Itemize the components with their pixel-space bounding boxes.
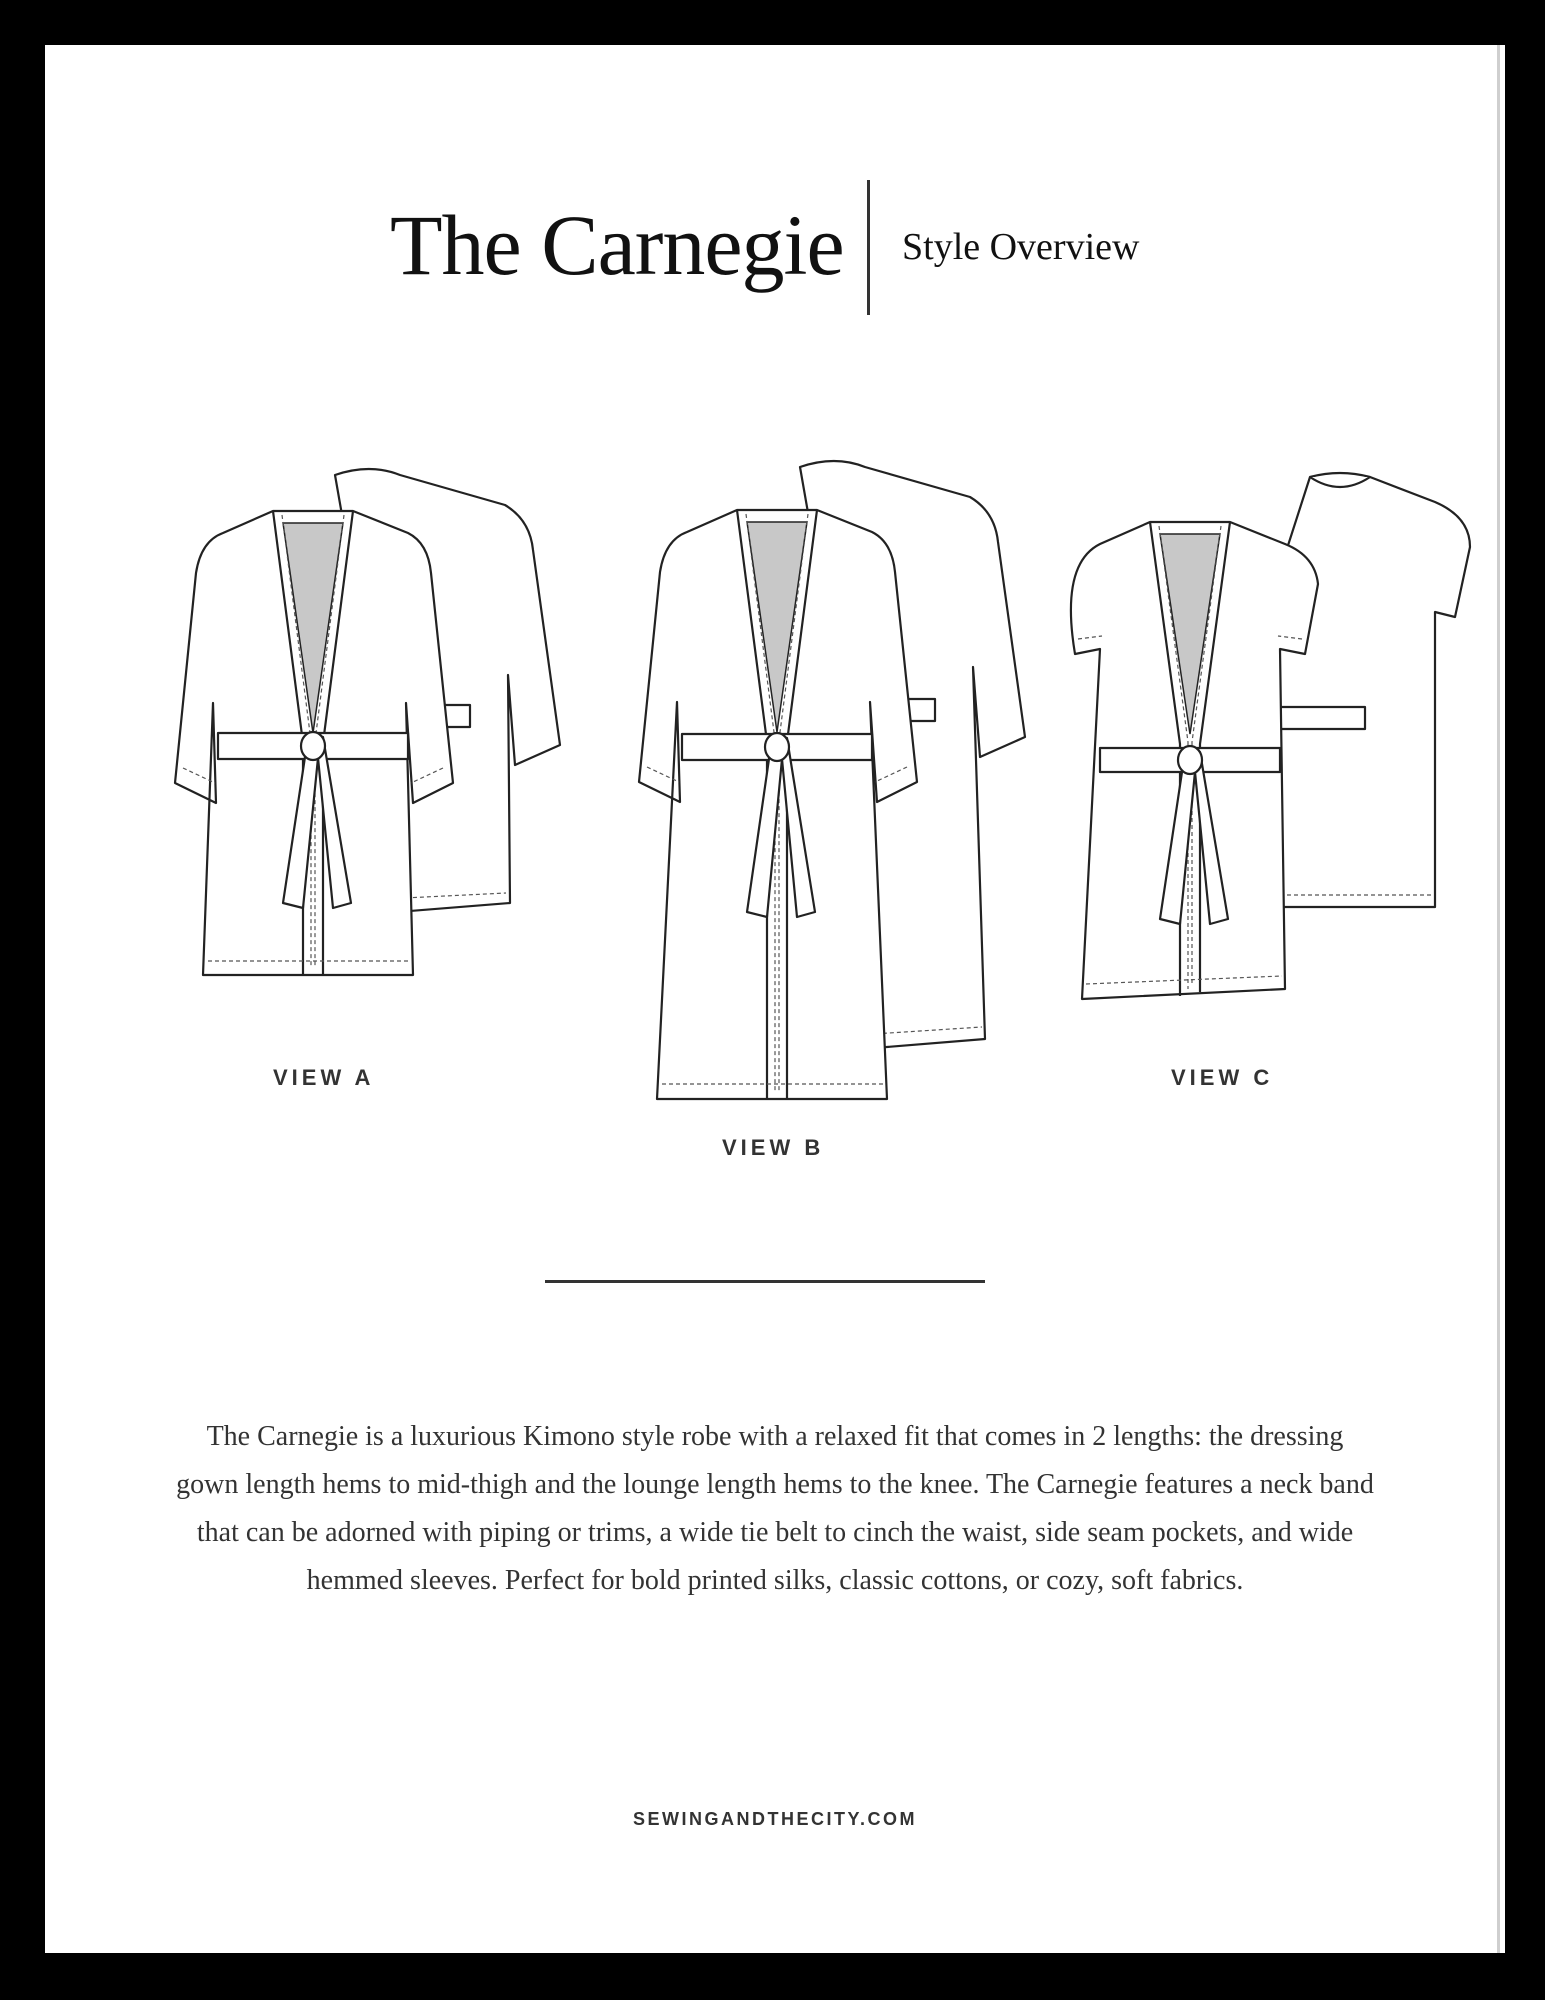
- page-title: The Carnegie: [390, 197, 844, 293]
- style-description: The Carnegie is a luxurious Kimono style robe with a relaxed fit that comes in 2 lengths: the dressing gown length hems to mid-thigh and the lounge length hems to the knee. The Carnegie features a neck band that can be adorned with piping or trims, a wide tie belt to cinch the waist, side seam pockets, and wide hemmed sleeves. Perfect for bold printed silks, classic cottons, or cozy, soft fabrics.: [176, 1421, 1374, 1596]
- section-divider: [545, 1280, 985, 1283]
- view-c-illustration: [1071, 473, 1470, 1090]
- view-a-label: VIEW A: [273, 1065, 375, 1090]
- view-a-illustration: [175, 469, 560, 1090]
- website-footer: SEWINGANDTHECITY.COM: [633, 1809, 917, 1829]
- page-edge-shadow: [1497, 45, 1500, 1953]
- view-b-illustration: [639, 461, 1025, 1160]
- robe-illustrations: [45, 45, 1505, 1245]
- pattern-page: [45, 45, 1505, 1953]
- view-b-label: VIEW B: [722, 1135, 825, 1160]
- view-c-label: VIEW C: [1171, 1065, 1274, 1090]
- page-subtitle: Style Overview: [902, 226, 1140, 268]
